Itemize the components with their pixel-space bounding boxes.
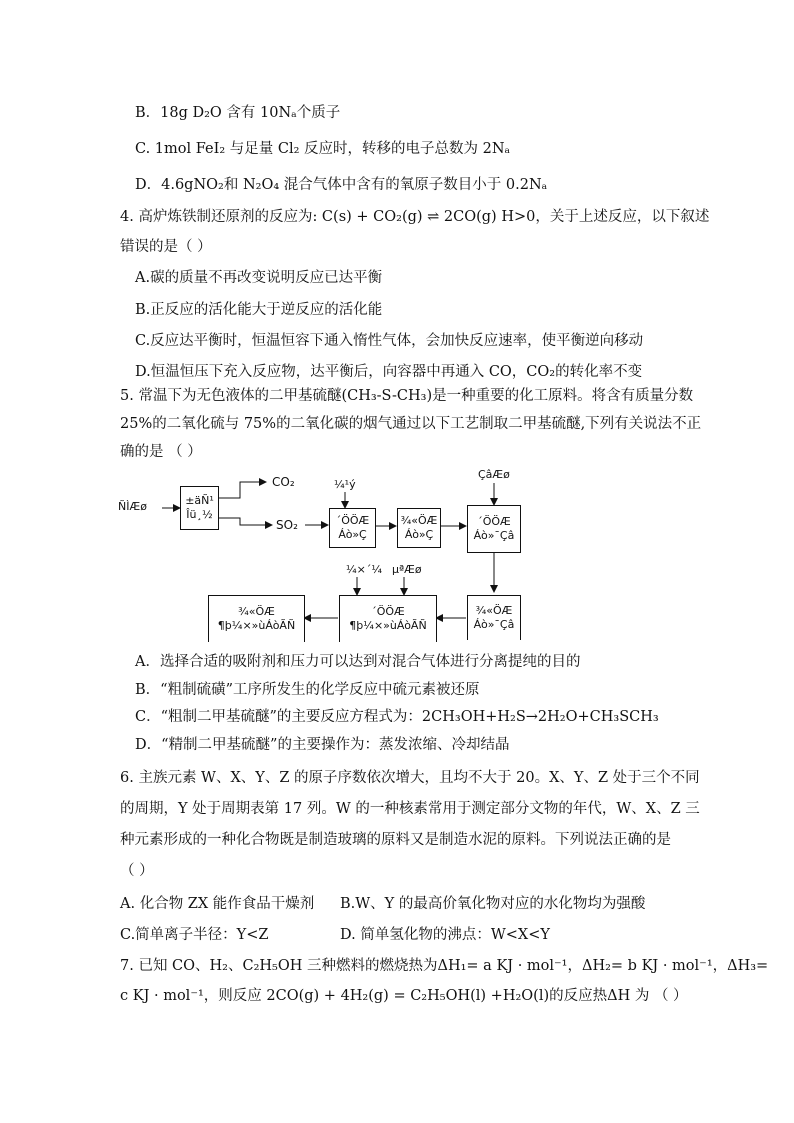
flow-box-refined-dms [208,595,305,642]
flow-box-crude-sulfur [329,508,376,548]
q3-option-d: D．4.6gNO₂和 N₂O₄ 混合气体中含有的氧原子数目小于 0.2Nₐ [135,177,548,193]
flow-box-refined-dms-line1: ¾«ÖÆ [238,605,275,618]
q7-stem-line2: c KJ · mol⁻¹，则反应 2CO(g) + 4H₂(g) = C₂H₅OH(l) +H₂O(l)的反应热ΔH 为 （ ） [120,988,688,1004]
flow-box-refined-h2s-line2: Áò»¯Çâ [473,618,515,631]
q5-stem-line2: 25%的二氧化硫与 75%的二氧化碳的烟气通过以下工艺制取二甲基硫醚,下列有关说法不正 [120,416,702,432]
flow-box-refined-sulfur-line2: Áò»Ç [404,528,434,541]
flow-box-crude-h2s-line2: Áò»¯Çâ [473,529,515,542]
q5-option-b: B．“粗制硫磺”工序所发生的化学反应中硫元素被还原 [135,682,480,698]
q5-option-c: C．“粗制二甲基硫醚”的主要反应方程式为：2CH₃OH+H₂S→2H₂O+CH₃SCH₃ [135,709,659,725]
flow-input-label: ÑÌÆø [118,500,147,513]
flow-box-refined-h2s [467,595,521,640]
flow-box-adsorption-line1: ±äÑ¹ [185,494,214,507]
flow-hydrogen-label: ÇâÆø [478,468,510,481]
flow-box-refined-sulfur-line1: ¾«ÖÆ [400,514,438,527]
flow-so2-label: SO₂ [276,518,298,532]
q5-option-d: D．“精制二甲基硫醚”的主要操作为：蒸发浓缩、冷却结晶 [135,737,510,753]
flow-co2-label: CO₂ [272,475,295,489]
flow-jiaotan-label: ¼¹ý [334,478,356,491]
flow-nitrogen-label: µªÆø [392,563,422,576]
flow-box-crude-sulfur-line2: Áò»Ç [338,528,367,541]
flow-box-crude-dms [339,595,437,642]
flow-box-refined-sulfur [397,508,441,548]
q6-stem-line1: 6. 主族元素 W、X、Y、Z 的原子序数依次增大，且均不大于 20。X、Y、Z 处于三个不同 [120,770,700,786]
flow-box-crude-sulfur-line1: ´ÖÖÆ [335,514,370,527]
q5-stem-line1: 5. 常温下为无色液体的二甲基硫醚(CH₃-S-CH₃)是一种重要的化工原料。将含有质量分数 [120,388,694,404]
q6-option-d: D. 简单氢化物的沸点：W<X<Y [340,927,550,943]
q4-option-c: C.反应达平衡时，恒温恒容下通入惰性气体，会加快反应速率，使平衡逆向移动 [135,333,644,349]
q6-stem-line4: （ ） [120,863,154,879]
flow-box-adsorption [180,486,219,530]
q3-option-b: B．18g D₂O 含有 10Nₐ个质子 [135,105,341,121]
flow-box-adsorption-line2: Îü¸½ [186,508,213,521]
arrow-co2 [218,482,266,498]
flow-box-crude-dms-line1: ´ÖÖÆ [371,605,405,618]
q6-option-c: C.简单离子半径：Y<Z [120,927,269,943]
q4-option-a: A.碳的质量不再改变说明反应已达平衡 [135,270,383,286]
flow-box-refined-h2s-line1: ¾«ÖÆ [475,604,513,617]
q5-stem-line3: 确的是 （ ） [120,444,202,460]
q4-stem-line2: 错误的是（ ） [120,239,212,255]
q3-option-c: C. 1mol FeI₂ 与足量 Cl₂ 反应时，转移的电子总数为 2Nₐ [135,141,511,157]
flow-box-crude-h2s-line1: ´ÖÖÆ [477,515,511,528]
flow-box-crude-dms-line2: ¶þ¼×»ùÁòÃÑ [349,619,427,632]
arrow-so2 [218,518,272,525]
q4-option-d: D.恒温恒压下充入反应物，达平衡后，向容器中再通入 CO，CO₂的转化率不变 [135,364,643,380]
q7-stem-line1: 7. 已知 CO、H₂、C₂H₅OH 三种燃料的燃烧热为ΔH₁= a KJ · mol⁻¹，ΔH₂= b KJ · mol⁻¹，ΔH₃= [120,958,769,974]
q6-option-a: A. 化合物 ZX 能作食品干燥剂 [120,896,315,912]
flow-box-crude-h2s [467,505,521,553]
q6-stem-line3: 种元素形成的一种化合物既是制造玻璃的原料又是制造水泥的原料。下列说法正确的是 [120,832,671,848]
q5-option-a: A．选择合适的吸附剂和压力可以达到对混合气体进行分离提纯的目的 [135,654,581,670]
q6-option-b: B.W、Y 的最高价氧化物对应的水化物均为强酸 [340,896,646,912]
q4-stem-line1: 4. 高炉炼铁制还原剂的反应为: C(s) + CO₂(g) ⇌ 2CO(g) H>0，关于上述反应，以下叙述 [120,209,710,225]
q6-stem-line2: 的周期，Y 处于周期表第 17 列。W 的一种核素常用于测定部分文物的年代，W、X、Z 三 [120,801,700,817]
q4-option-b: B.正反应的活化能大于逆反应的活化能 [135,302,383,318]
flow-methanol-label: ¼×´¼ [346,563,383,576]
flow-box-refined-dms-line2: ¶þ¼×»ùÁòÃÑ [217,619,296,632]
